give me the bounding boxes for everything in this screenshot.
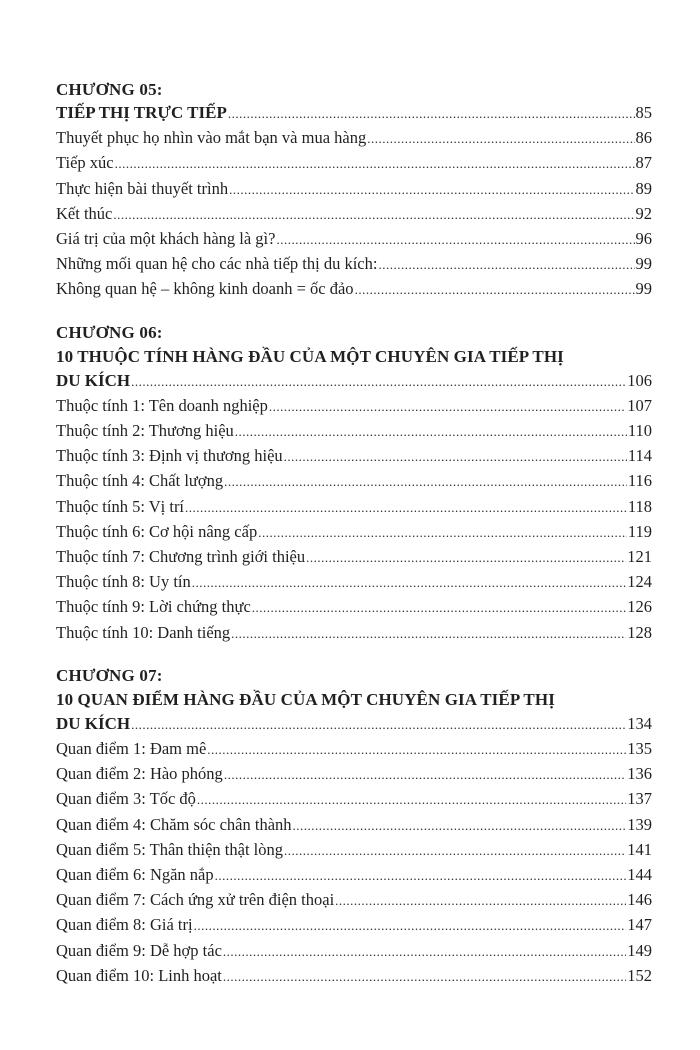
page-number: 119	[627, 521, 652, 541]
dot-leader	[229, 178, 634, 202]
dot-leader	[252, 596, 626, 620]
entry-title: Tiếp xúc	[56, 153, 114, 173]
chapter-title-row[interactable]	[56, 101, 652, 126]
page-number: 86	[635, 128, 652, 148]
page-number: 141	[627, 839, 652, 859]
dot-leader	[207, 738, 626, 762]
entry-title: Thuộc tính 4: Chất lượng	[56, 471, 224, 491]
page-number: 126	[627, 597, 652, 617]
page-number: 137	[627, 789, 652, 809]
entry-title: Thuộc tính 10: Danh tiếng	[56, 622, 231, 642]
chapter-title: DU KÍCH	[56, 370, 131, 390]
entry-title: Thuộc tính 7: Chương trình giới thiệu	[56, 547, 306, 567]
page-number: 106	[627, 370, 652, 390]
dot-leader	[258, 521, 627, 545]
entry-title: Quan điểm 9: Dễ hợp tác	[56, 940, 222, 960]
chapter-05	[56, 78, 652, 303]
entry-title: Thuyết phục họ nhìn vào mắt bạn và mua hàng	[56, 128, 367, 148]
page-number: 110	[627, 421, 652, 441]
entry-title: Quan điểm 1: Đam mê	[56, 739, 207, 759]
page-number: 147	[627, 915, 652, 935]
entry-title: Quan điểm 2: Hào phóng	[56, 764, 223, 784]
page-number: 124	[627, 572, 652, 592]
table-of-contents	[56, 78, 652, 1007]
entry-title: Quan điểm 7: Cách ứng xử trên điện thoại	[56, 890, 335, 910]
toc-entry[interactable]	[56, 939, 652, 964]
page-number: 128	[627, 622, 652, 642]
dot-leader	[293, 814, 627, 838]
dot-leader	[228, 102, 635, 126]
page-number: 96	[635, 229, 652, 249]
dot-leader	[223, 940, 626, 964]
page-number: 136	[627, 764, 652, 784]
dot-leader	[269, 395, 626, 419]
entry-title: Thuộc tính 3: Định vị thương hiệu	[56, 446, 283, 466]
entry-title: Quan điểm 5: Thân thiện thật lòng	[56, 839, 283, 859]
chapter-title: TIẾP THỊ TRỰC TIẾP	[56, 103, 227, 122]
dot-leader	[306, 546, 626, 570]
page-number: 139	[627, 814, 652, 834]
dot-leader	[276, 228, 634, 252]
entry-title: Thực hiện bài thuyết trình	[56, 178, 229, 198]
page-number: 134	[627, 713, 652, 733]
dot-leader	[355, 278, 635, 302]
toc-entry[interactable]	[56, 252, 652, 277]
dot-leader	[284, 839, 626, 863]
entry-title: Quan điểm 4: Chăm sóc chân thành	[56, 814, 292, 834]
page-number: 99	[635, 279, 652, 299]
page-number: 116	[627, 471, 652, 491]
toc-entry[interactable]	[56, 762, 652, 787]
page-number: 85	[635, 103, 652, 122]
page-number: 144	[627, 865, 652, 885]
dot-leader	[113, 203, 634, 227]
dot-leader	[192, 571, 627, 595]
entry-title: Thuộc tính 8: Uy tín	[56, 572, 191, 592]
dot-leader	[378, 253, 634, 277]
page-number: 149	[627, 940, 652, 960]
dot-leader	[367, 127, 634, 151]
dot-leader	[224, 470, 627, 494]
dot-leader	[131, 370, 626, 394]
toc-entry[interactable]	[56, 444, 652, 469]
toc-entry[interactable]	[56, 202, 652, 227]
page-number: 118	[627, 496, 652, 516]
entry-title: Quan điểm 8: Giá trị	[56, 915, 193, 935]
dot-leader	[197, 788, 626, 812]
entry-title: Quan điểm 3: Tốc độ	[56, 789, 196, 809]
page-number: 152	[627, 965, 652, 985]
entry-title: Thuộc tính 6: Cơ hội nâng cấp	[56, 521, 258, 541]
page-number: 87	[635, 153, 652, 173]
page-number: 92	[635, 203, 652, 223]
entry-title: Thuộc tính 9: Lời chứng thực	[56, 597, 251, 617]
toc-entry[interactable]	[56, 151, 652, 176]
chapter-label: CHƯƠNG 05:	[56, 80, 163, 99]
entry-title: Quan điểm 10: Linh hoạt	[56, 965, 222, 985]
page-number: 135	[627, 739, 652, 759]
page-number: 146	[627, 890, 652, 910]
chapter-label: CHƯƠNG 07:	[56, 665, 163, 685]
entry-title: Thuộc tính 2: Thương hiệu	[56, 421, 234, 441]
chapter-title-line: 10 THUỘC TÍNH HÀNG ĐẦU CỦA MỘT CHUYÊN GIA TIẾP THỊ	[56, 346, 564, 366]
entry-title: Thuộc tính 1: Tên doanh nghiệp	[56, 395, 268, 415]
toc-entry[interactable]	[56, 913, 652, 938]
chapter-title-row[interactable]	[56, 712, 652, 737]
page-number: 114	[627, 446, 652, 466]
page-number: 121	[627, 547, 652, 567]
toc-entry[interactable]	[56, 570, 652, 595]
chapter-label: CHƯƠNG 06:	[56, 322, 163, 342]
toc-entry[interactable]	[56, 737, 652, 762]
dot-leader	[223, 965, 626, 989]
chapter-07	[56, 664, 652, 989]
toc-entry[interactable]	[56, 813, 652, 838]
dot-leader	[335, 889, 626, 913]
entry-title: Không quan hệ – không kinh doanh = ốc đảo	[56, 279, 354, 299]
entry-title: Quan điểm 6: Ngăn nắp	[56, 865, 214, 885]
dot-leader	[235, 420, 627, 444]
toc-entry[interactable]	[56, 227, 652, 252]
entry-title: Kết thúc	[56, 203, 113, 223]
dot-leader	[224, 763, 626, 787]
dot-leader	[115, 152, 635, 176]
toc-entry[interactable]	[56, 545, 652, 570]
toc-entry[interactable]	[56, 469, 652, 494]
toc-entry[interactable]	[56, 863, 652, 888]
entry-title: Những mối quan hệ cho các nhà tiếp thị du kích:	[56, 254, 378, 274]
dot-leader	[185, 496, 627, 520]
dot-leader	[231, 622, 626, 646]
toc-entry[interactable]	[56, 787, 652, 812]
entry-title: Thuộc tính 5: Vị trí	[56, 496, 185, 516]
toc-entry[interactable]	[56, 838, 652, 863]
toc-entry[interactable]	[56, 126, 652, 151]
entry-title: Giá trị của một khách hàng là gì?	[56, 229, 276, 249]
dot-leader	[194, 914, 627, 938]
chapter-title-line: 10 QUAN ĐIỂM HÀNG ĐẦU CỦA MỘT CHUYÊN GIA TIẾP THỊ	[56, 689, 555, 709]
dot-leader	[284, 445, 627, 469]
page-number: 89	[635, 178, 652, 198]
dot-leader	[131, 713, 626, 737]
toc-entry[interactable]	[56, 177, 652, 202]
toc-entry[interactable]	[56, 277, 652, 302]
chapter-title: DU KÍCH	[56, 713, 131, 733]
toc-entry[interactable]	[56, 520, 652, 545]
dot-leader	[215, 864, 627, 888]
toc-entry[interactable]	[56, 495, 652, 520]
page-number: 107	[627, 395, 652, 415]
toc-entry[interactable]	[56, 394, 652, 419]
toc-entry[interactable]	[56, 964, 652, 989]
toc-entry[interactable]	[56, 621, 652, 646]
toc-entry[interactable]	[56, 419, 652, 444]
toc-entry[interactable]	[56, 595, 652, 620]
page-number: 99	[635, 254, 652, 274]
toc-entry[interactable]	[56, 888, 652, 913]
chapter-06	[56, 321, 652, 646]
chapter-title-row[interactable]	[56, 369, 652, 394]
